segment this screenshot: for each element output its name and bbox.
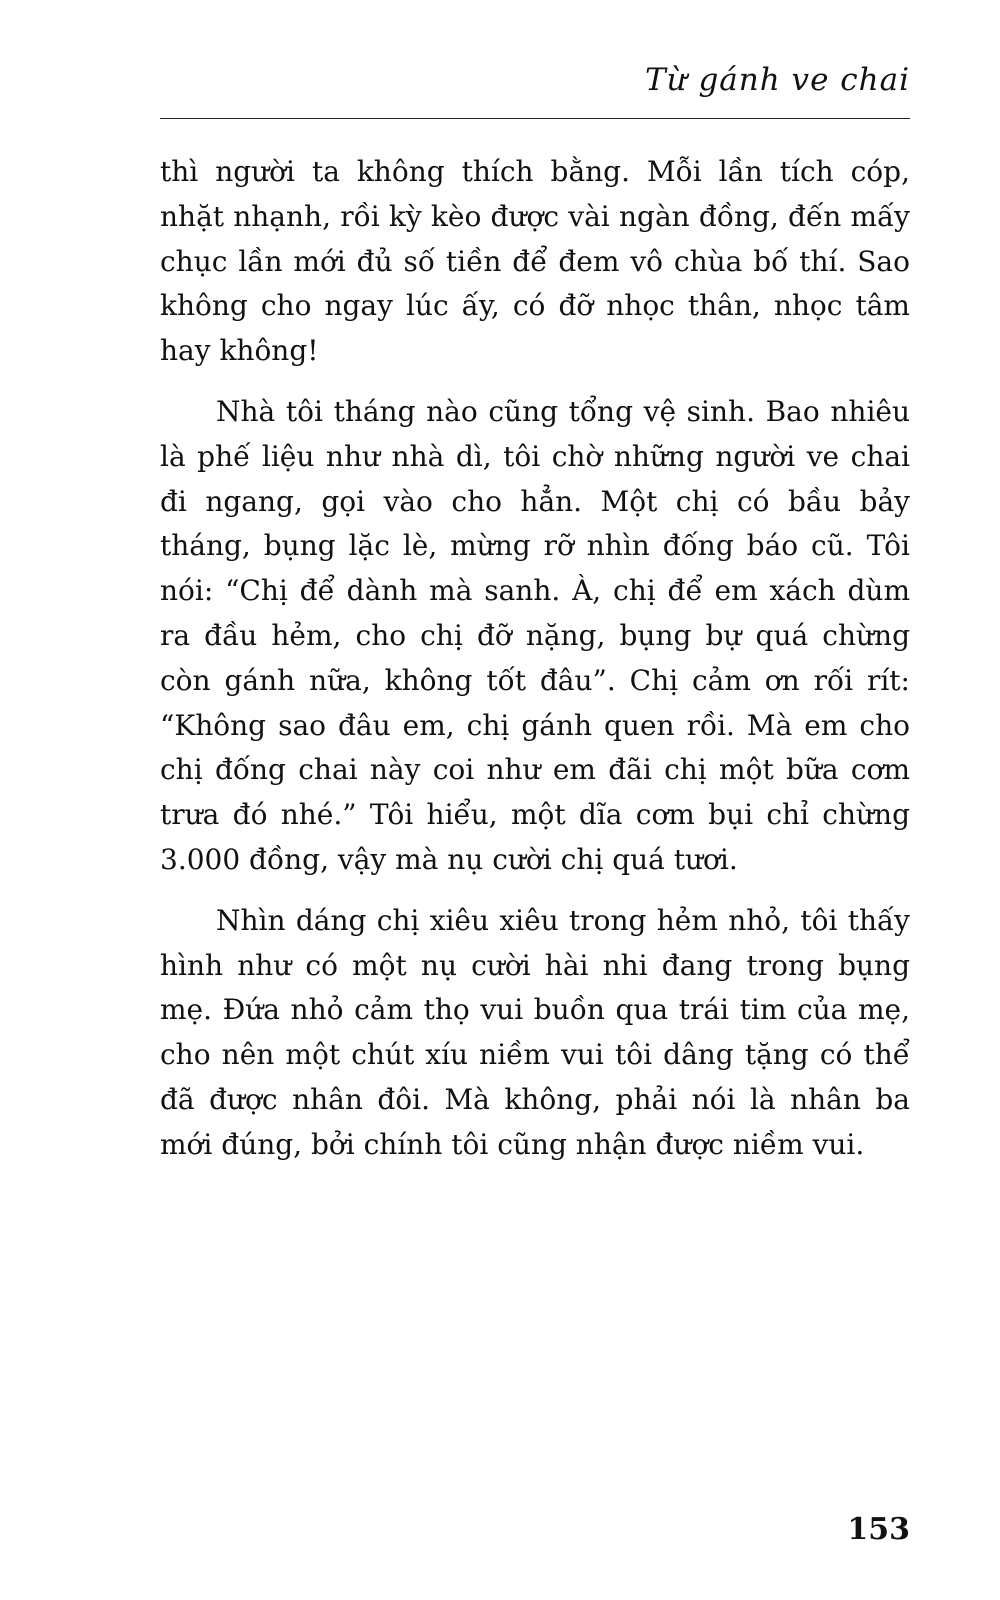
header-rule [160,118,910,119]
body-text [160,150,910,1184]
paragraph-1: thì người ta không thích bằng. Mỗi lần tích cóp, nhặt nhạnh, rồi kỳ kèo được vài ngàn đồng, đến mấy chục lần mới đủ số tiền để đem vô chùa bố thí. Sao không cho ngay lúc ấy, có đỡ nhọc thân, nhọc tâm hay không! [160,155,910,368]
paragraph-3: Nhìn dáng chị xiêu xiêu trong hẻm nhỏ, tôi thấy hình như có một nụ cười hài nhi đang trong bụng mẹ. Đứa nhỏ cảm thọ vui buồn qua trái tim của mẹ, cho nên một chút xíu niềm vui tôi dâng tặng có thể đã được nhân đôi. Mà không, phải nói là nhân ba mới đúng, bởi chính tôi cũng nhận được niềm vui. [160,903,910,1161]
paragraph-2: Nhà tôi tháng nào cũng tổng vệ sinh. Bao nhiêu là phế liệu như nhà dì, tôi chờ những người ve chai đi ngang, gọi vào cho hẳn. Một chị có bầu bảy tháng, bụng lặc lè, mừng rỡ nhìn đống báo cũ. Tôi nói: “Chị để dành mà sanh. À, chị để em xách dùm ra đầu hẻm, cho chị đỡ nặng, bụng bự quá chừng còn gánh nữa, không tốt đâu”. Chị cảm ơn rối rít: “Không sao đâu em, chị gánh quen rồi. Mà em cho chị đống chai này coi như em đãi chị một bữa cơm trưa đó nhé.” Tôi hiểu, một dĩa cơm bụi chỉ chừng 3.000 đồng, vậy mà nụ cười chị quá tươi. [160,394,910,876]
running-head: Từ gánh ve chai [644,62,910,98]
page-number: 153 [847,1512,910,1547]
